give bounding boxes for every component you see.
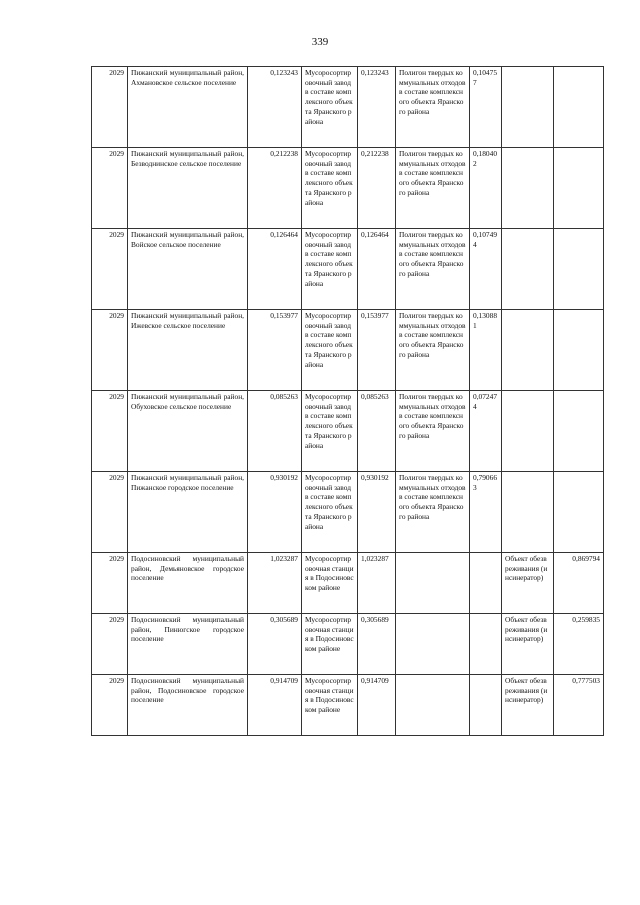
- landfill-volume-cell: 0,180402: [470, 148, 502, 229]
- table-row: [92, 229, 604, 310]
- municipality-cell: Подосиновский муниципальный район, Демьяновское городское поселение: [128, 553, 248, 614]
- table-row: [92, 391, 604, 472]
- waste-flow-table: [91, 66, 604, 736]
- treatment-volume-cell: 0,777503: [554, 675, 604, 736]
- treatment-volume-cell: [554, 472, 604, 553]
- treatment-facility-cell: [502, 229, 554, 310]
- sorting-facility-cell: Мусоросортировочная станция в Подосиновском районе: [302, 553, 358, 614]
- municipality-cell: Подосиновский муниципальный район, Подосиновское городское поселение: [128, 675, 248, 736]
- sorting-facility-cell: Мусоросортировочный завод в составе комплексного объекта Яранского района: [302, 472, 358, 553]
- landfill-volume-cell: [470, 614, 502, 675]
- waste-volume-cell: 0,212238: [248, 148, 302, 229]
- treatment-facility-cell: Объект обезвреживания (инсинератор): [502, 675, 554, 736]
- municipality-cell: Пижанский муниципальный район, Безводнинское сельское поселение: [128, 148, 248, 229]
- landfill-cell: [396, 675, 470, 736]
- year-cell: 2029: [92, 472, 128, 553]
- sorting-facility-cell: Мусоросортировочный завод в составе комплексного объекта Яранского района: [302, 310, 358, 391]
- waste-volume-cell: 0,123243: [248, 67, 302, 148]
- waste-volume-cell: 1,023287: [248, 553, 302, 614]
- landfill-cell: Полигон твердых коммунальных отходов в составе комплексного объекта Яранского района: [396, 310, 470, 391]
- sorting-volume-cell: 0,123243: [358, 67, 396, 148]
- municipality-cell: Пижанский муниципальный район, Пижанское городское поселение: [128, 472, 248, 553]
- table-row: [92, 148, 604, 229]
- landfill-volume-cell: [470, 675, 502, 736]
- table-row: [92, 614, 604, 675]
- table-row: [92, 472, 604, 553]
- year-cell: 2029: [92, 148, 128, 229]
- municipality-cell: Подосиновский муниципальный район, Пинюгское городское поселение: [128, 614, 248, 675]
- year-cell: 2029: [92, 675, 128, 736]
- treatment-facility-cell: [502, 472, 554, 553]
- municipality-cell: Пижанский муниципальный район, Обуховское сельское поселение: [128, 391, 248, 472]
- waste-volume-cell: 0,305689: [248, 614, 302, 675]
- year-cell: 2029: [92, 614, 128, 675]
- landfill-volume-cell: 0,107494: [470, 229, 502, 310]
- treatment-facility-cell: Объект обезвреживания (инсинератор): [502, 553, 554, 614]
- table-row: [92, 67, 604, 148]
- landfill-volume-cell: [470, 553, 502, 614]
- landfill-volume-cell: 0,104757: [470, 67, 502, 148]
- landfill-volume-cell: 0,790663: [470, 472, 502, 553]
- sorting-volume-cell: 0,126464: [358, 229, 396, 310]
- year-cell: 2029: [92, 391, 128, 472]
- landfill-cell: [396, 553, 470, 614]
- treatment-volume-cell: [554, 391, 604, 472]
- waste-volume-cell: 0,153977: [248, 310, 302, 391]
- treatment-facility-cell: Объект обезвреживания (инсинератор): [502, 614, 554, 675]
- waste-volume-cell: 0,085263: [248, 391, 302, 472]
- table-row: [92, 553, 604, 614]
- sorting-facility-cell: Мусоросортировочный завод в составе комплексного объекта Яранского района: [302, 229, 358, 310]
- landfill-cell: Полигон твердых коммунальных отходов в составе комплексного объекта Яранского района: [396, 229, 470, 310]
- waste-volume-cell: 0,914709: [248, 675, 302, 736]
- sorting-volume-cell: 0,212238: [358, 148, 396, 229]
- treatment-volume-cell: 0,869794: [554, 553, 604, 614]
- year-cell: 2029: [92, 229, 128, 310]
- landfill-volume-cell: 0,072474: [470, 391, 502, 472]
- landfill-cell: Полигон твердых коммунальных отходов в составе комплексного объекта Яранского района: [396, 148, 470, 229]
- landfill-cell: Полигон твердых коммунальных отходов в составе комплексного объекта Яранского района: [396, 472, 470, 553]
- sorting-facility-cell: Мусоросортировочный завод в составе комплексного объекта Яранского района: [302, 67, 358, 148]
- treatment-volume-cell: [554, 229, 604, 310]
- year-cell: 2029: [92, 553, 128, 614]
- sorting-volume-cell: 1,023287: [358, 553, 396, 614]
- treatment-volume-cell: [554, 67, 604, 148]
- waste-volume-cell: 0,930192: [248, 472, 302, 553]
- landfill-cell: Полигон твердых коммунальных отходов в составе комплексного объекта Яранского района: [396, 391, 470, 472]
- treatment-volume-cell: 0,259835: [554, 614, 604, 675]
- municipality-cell: Пижанский муниципальный район, Ижевское сельское поселение: [128, 310, 248, 391]
- sorting-volume-cell: 0,930192: [358, 472, 396, 553]
- sorting-facility-cell: Мусоросортировочный завод в составе комплексного объекта Яранского района: [302, 391, 358, 472]
- treatment-facility-cell: [502, 391, 554, 472]
- sorting-volume-cell: 0,305689: [358, 614, 396, 675]
- treatment-facility-cell: [502, 148, 554, 229]
- landfill-volume-cell: 0,130881: [470, 310, 502, 391]
- sorting-volume-cell: 0,085263: [358, 391, 396, 472]
- landfill-cell: Полигон твердых коммунальных отходов в составе комплексного объекта Яранского района: [396, 67, 470, 148]
- sorting-facility-cell: Мусоросортировочный завод в составе комплексного объекта Яранского района: [302, 148, 358, 229]
- sorting-volume-cell: 0,914709: [358, 675, 396, 736]
- treatment-volume-cell: [554, 148, 604, 229]
- treatment-facility-cell: [502, 310, 554, 391]
- sorting-facility-cell: Мусоросортировочная станция в Подосиновском районе: [302, 614, 358, 675]
- treatment-facility-cell: [502, 67, 554, 148]
- table-row: [92, 675, 604, 736]
- municipality-cell: Пижанский муниципальный район, Ахмановское сельское поселение: [128, 67, 248, 148]
- table-body: [92, 67, 604, 736]
- table-row: [92, 310, 604, 391]
- page-number: 339: [311, 36, 329, 48]
- sorting-facility-cell: Мусоросортировочная станция в Подосиновском районе: [302, 675, 358, 736]
- year-cell: 2029: [92, 310, 128, 391]
- municipality-cell: Пижанский муниципальный район, Войское сельское поселение: [128, 229, 248, 310]
- waste-volume-cell: 0,126464: [248, 229, 302, 310]
- sorting-volume-cell: 0,153977: [358, 310, 396, 391]
- treatment-volume-cell: [554, 310, 604, 391]
- landfill-cell: [396, 614, 470, 675]
- year-cell: 2029: [92, 67, 128, 148]
